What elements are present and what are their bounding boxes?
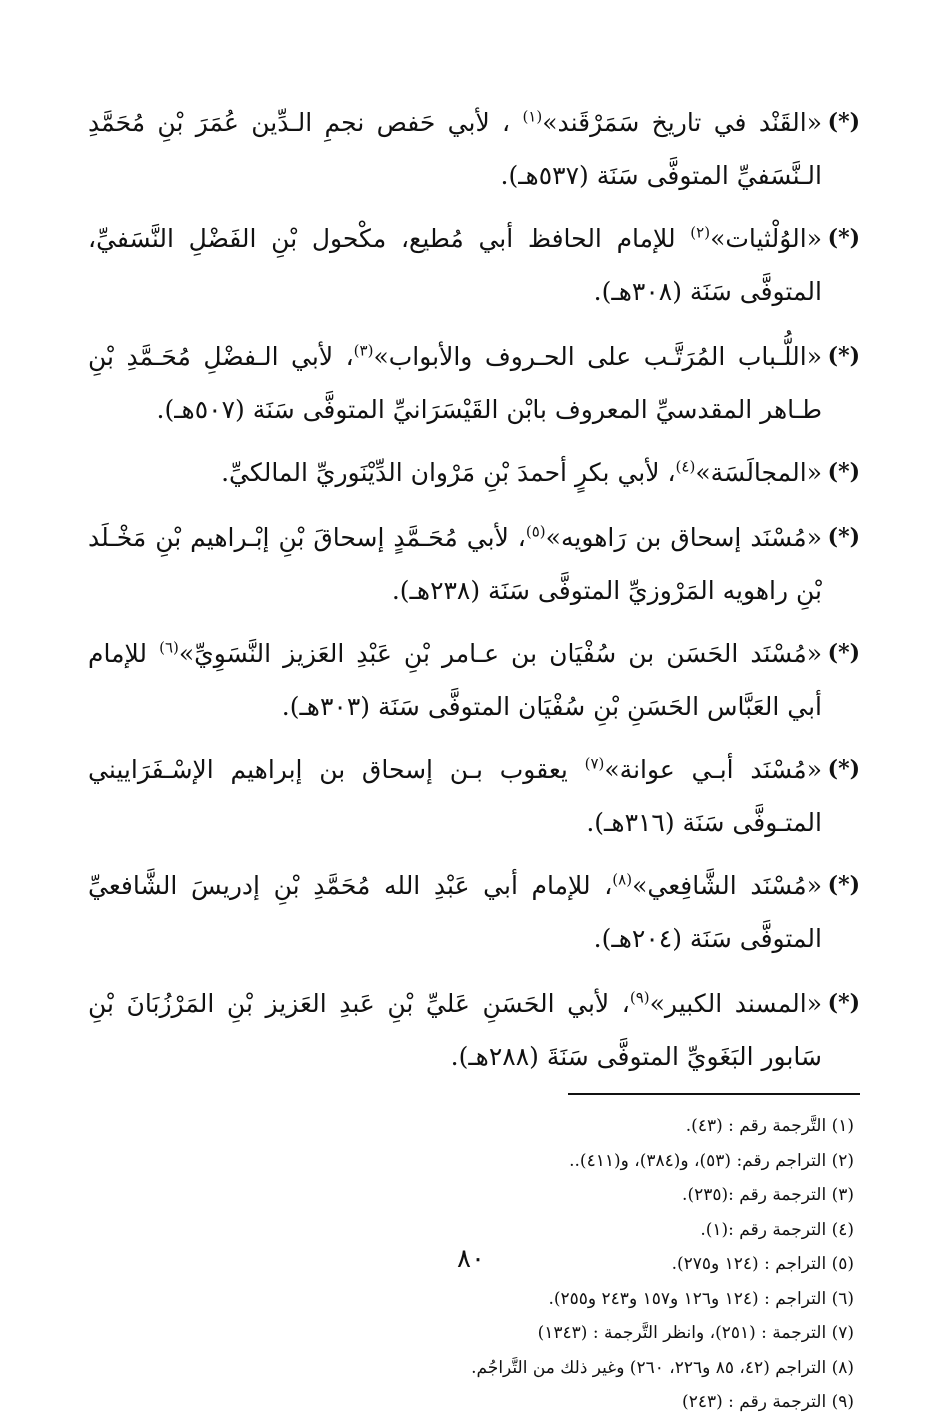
footnote-9: (٩) الترجمة رقم : (٢٤٣) [682,1392,854,1412]
footnote-2: (٢) التراجم رقم: (٥٣)، و(٣٨٤)، و(٤١١).. [569,1150,854,1171]
entry-text: يعقوب بـن إسحاق بن إبراهيم الإسْـفَرَاييني المتـوفَّى سَنَة (٣١٦هـ). [88,755,822,837]
entry-title: «مُسْنَد الشَّافِعي» [632,871,822,900]
page-number: ٨٠ [457,1244,485,1274]
entry-marker: (*) [827,343,860,369]
entry-title: «القَنْد في تاريخ سَمَرْقَند» [542,108,822,137]
entry-marker: (*) [827,640,860,666]
footnote-ref: (٧) [584,754,605,773]
entry-title: «مُسْنَد الحَسَن بن سُفْيَان بن عـامر بْنِ عَبْدِ العَزيز النَّسَوِيِّ» [178,639,823,668]
entry-marker: (*) [827,990,860,1016]
entry-marker: (*) [827,459,860,485]
footnote-8: (٨) التراجم (٤٢، ٨٥ و٢٢٦، ٢٦٠) وغير ذلك من التَّراجُم. [471,1357,854,1378]
entry-title: «المجالَسَة» [695,458,822,487]
entry-title: «مُسْنَد أبـي عوانة» [604,755,822,784]
entry-title: «اللُّـباب المُرَتَّـب على الحـروف والأبواب» [373,342,822,371]
entry-marker: (*) [827,109,860,135]
footnote-ref: (٣) [353,341,374,360]
entry-1 [88,96,860,202]
entry-text: للإمام أبي العَبَّاس الحَسَنِ بْنِ سُفْيَان المتوفَّى سَنَة (٣٠٣هـ). [88,639,822,721]
entry-text: ، لأبي مُحَـمَّدٍ إسحاقَ بْنِ إبْـراهيم بْنِ مَخْـلَد بْنِ راهويه المَرْوزيِّ المتوفَّى سَنَة (٢٣٨هـ). [88,523,822,605]
footnote-ref: (٦) [159,638,179,657]
entry-title: «المسند الكبير» [649,989,823,1018]
footnote-7: (٧) الترجمة : (٢٥١)، وانظر التَّرجمة : (١٣٤٣) [537,1323,854,1343]
entry-5 [88,511,860,617]
entry-marker: (*) [827,756,860,782]
entry-text: ، للإمام أبي عَبْدِ الله مُحَمَّدِ بْنِ إدريسَ الشَّافعيِّ المتوفَّى سَنَة (٢٠٤هـ). [88,871,822,953]
entry-text: ، لأبي الحَسَنِ عَليِّ بْنِ عَبدِ العَزيز بْنِ المَرْزُبَانَ بْنِ سَابور البَغَويِّ المتوفَّى سَنَةَ (٢٨٨هـ). [88,989,822,1071]
entry-marker: (*) [827,872,860,898]
entry-title: «الوُلْثيات» [710,224,822,253]
footnote-ref: (٨) [612,870,633,889]
entry-2 [88,212,860,318]
entry-9 [88,977,860,1083]
footnote-3: (٣) الترجمة رقم :(٢٣٥). [682,1185,854,1205]
entry-8 [88,859,860,965]
entry-title: «مُسْنَد إسحاق بن رَاهويه» [545,523,822,552]
entry-marker: (*) [827,524,860,550]
footnote-ref: (٩) [629,988,650,1007]
footnote-ref: (٤) [675,457,696,476]
entry-7 [88,743,860,849]
footnote-ref: (٥) [525,522,546,541]
footnote-5: (٥) التراجم : (١٢٤ و٢٧٥). [671,1254,854,1274]
entry-text: ، لأبي الـفضْلِ مُحَـمَّدِ بْنِ طـاهر المقدسيِّ المعروف بابْن القَيْسَرَانيِّ المتوفَّى سَنَة (٥٠٧هـ). [88,342,822,424]
footnote-1: (١) التَّرجمة رقم : (٤٣). [685,1116,854,1136]
entry-3 [88,330,860,436]
footnote-ref: (٢) [690,223,711,242]
entry-text: ، لأبي حَفص نجمِ الـدِّين عُمَرَ بْنِ مُحَمَّدِ الـنَّسَفيِّ المتوفَّى سَنَة (٥٣٧هـ). [88,108,822,190]
entry-text: ، لأبي بكرٍ أحمدَ بْنِ مَرْوان الدِّيْنَوريِّ المالكيِّ. [221,458,676,487]
entry-marker: (*) [827,225,860,251]
footnote-6: (٦) التراجم : (١٢٤ و١٢٦ و١٥٧ و٢٤٣ و٢٥٥). [548,1288,854,1309]
entry-text: للإمام الحافظ أبي مُطيع، مكْحول بْنِ الفَضْلِ النَّسَفيِّ، المتوفَّى سَنَة (٣٠٨هـ). [88,224,822,306]
entry-list [88,96,860,1083]
footnote-4: (٤) الترجمة رقم :(١). [700,1219,854,1240]
footnote-divider [568,1093,860,1095]
entry-4 [88,446,860,499]
footnote-ref: (١) [522,107,543,126]
entry-6 [88,627,860,733]
